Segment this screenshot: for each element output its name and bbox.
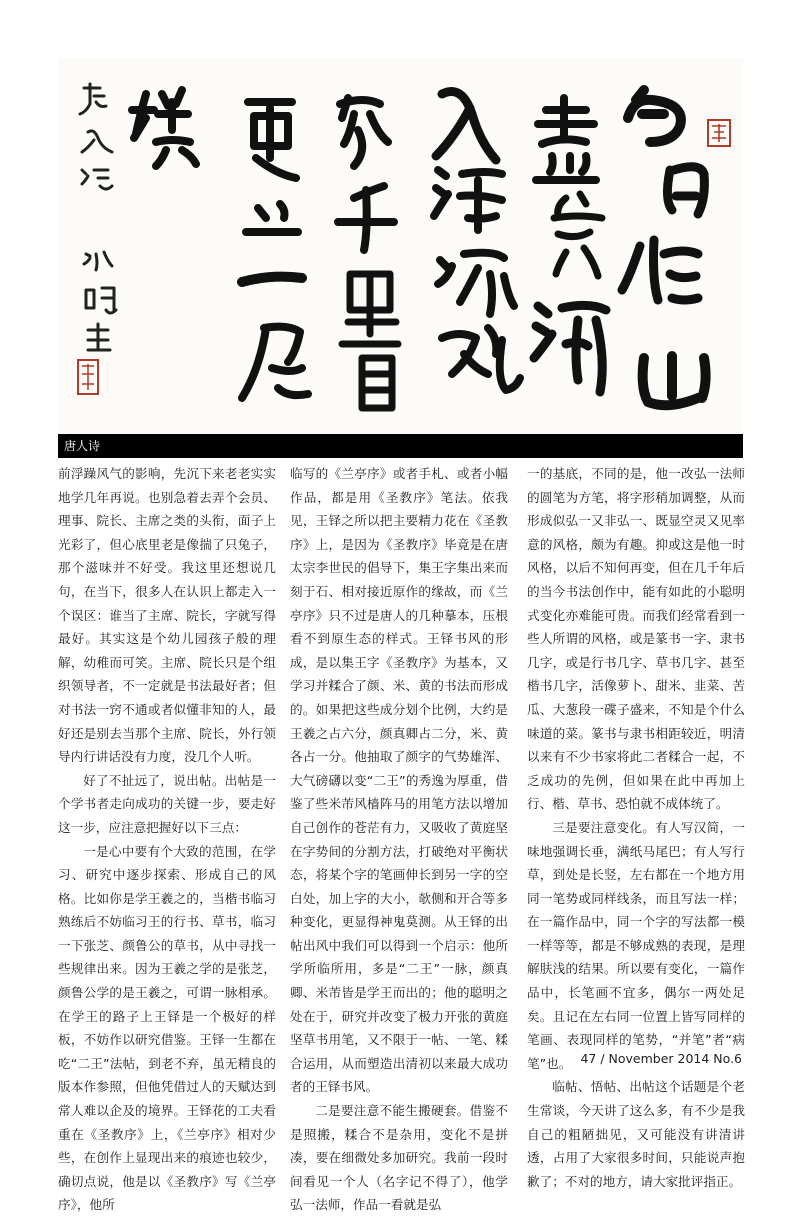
seal-stamp-bottom (78, 360, 98, 394)
artwork-caption: 唐人诗 (64, 438, 100, 454)
calligraphy-column-5 (242, 102, 308, 398)
text-column-3 (527, 462, 745, 1193)
seal-stamp-top (708, 120, 730, 146)
calligraphy-column-4 (338, 98, 398, 408)
paragraph: 三是要注意变化。有人写汉简，一味地强调长垂，满纸马尾巴；有人写行草，到处是长竖，左右都在一个地方用同一笔势或同样线条，而且写法一样；在一篇作品中，同一个字的写法都一模一样等等，都是不够成熟的表现，是理解肤浅的结果。所以要有变化，一篇作品中，长笔画不宜多，偶尔一两处足矣。且记在左右同一位置上皆写同样的笔画、表现同样的笔势，“并笔”者“病笔”也。 (527, 816, 745, 1076)
calligraphy-column-2 (534, 98, 606, 392)
calligraphy-artwork (58, 58, 743, 434)
artwork-caption-bar (58, 434, 743, 458)
inscription-signature (80, 84, 116, 350)
paragraph: 前浮躁风气的影响，先沉下来老老实实地学几年再说。也别急着去弄个会员、理事、院长、主席之类的头衔，面子上光彩了，但心底里老是像揣了只兔子，那个滋味并不好受。我这里还想说几句，在当下，很多人在认识上都走入一个误区：谁当了主席、院长，字就写得最好。其实这是个幼儿园孩子般的理解，幼稚而可笑。主席、院长只是个组织领导者，不一定就是书法最好者；但对书法一窍不通或者似懂非知的人，最好还是别去当那个主席、院长，外行领导内行讲话没有力度，没几个人听。 (58, 462, 276, 769)
paragraph: 一是心中要有个大致的范围，在学习、研究中逐步探索、形成自己的风格。比如你是学王羲之的，当楷书临习熟练后不妨临习王的行书、草书，临习一下张芝、颜鲁公的草书，从中寻找一些规律出来。因为王羲之学的是张芝，颜鲁公学的是王羲之，可谓一脉相承。在学王的路子上王铎是一个极好的样板，不妨作以研究借鉴。王铎一生都在吃“二王”法帖，到老不弃，虽无精良的版本作参照，但他凭借过人的天赋达到常人难以企及的境界。王铎花的工夫看重在《圣教序》上，《兰亭序》相对少些，在创作上显现出来的痕迹也较少，确切点说，他是以《圣教序》写《兰亭序》，他所 (58, 840, 276, 1217)
calligraphy-column-6 (132, 90, 196, 166)
calligraphy-column-3 (434, 92, 520, 391)
calligraphy-column-1 (622, 90, 706, 405)
page-footer: 47 / November 2014 No.6 (580, 1051, 742, 1067)
paragraph: 好了不扯远了，说出帖。出帖是一个学书者走向成功的关键一步，要走好这一步，应注意把握好以下三点： (58, 769, 276, 840)
paragraph: 临写的《兰亭序》或者手札、或者小幅作品，都是用《圣教序》笔法。依我见，王铎之所以把主要精力花在《圣教序》上，是因为《圣教序》毕竟是在唐太宗李世民的倡导下，集王字集出来而刻于石、相对接近原作的缘故，而《兰亭序》只不过是唐人的几种摹本，压根看不到原生态的样式。王铎书风的形成，是以集王字《圣教序》为基本，又学习并糅合了颜、米、黄的书法而形成的。如果把这些成分划个比例，大约是王羲之占六分，颜真卿占二分，米、黄各占一分。他抽取了颜字的气势雄浑、大气磅礴以变“二王”的秀逸为厚重，借鉴了些米芾风樯阵马的用笔方法以增加自己创作的苍茫有力，又吸收了黄庭坚在字势间的分割方法，打破绝对平衡状态，将某个字的笔画伸长到另一字的空白处，加上字的大小，欹侧和开合等多种变化，更显得神鬼莫测。从王铎的出帖出风中我们可以得到一个启示：他所学所临所用，多是“二王”一脉，颜真卿、米芾皆是学王而出的；他的聪明之处在于，研究并改变了极力开张的黄庭坚草书用笔，又不限于一帖、一笔、糅合运用，从而塑造出清初以来最大成功者的王铎书风。 (290, 462, 508, 1099)
calligraphy-drawing (58, 58, 743, 434)
paragraph: 临帖、悟帖、出帖这个话题是个老生常谈，今天讲了这么多，有不少是我自己的粗陋拙见，又可能没有讲清讲透，占用了大家很多时间，只能说声抱歉了；不对的地方，请大家批评指正。 (527, 1075, 745, 1193)
text-column-1 (58, 462, 276, 1217)
paragraph: 二是要注意不能生搬硬套。借鉴不是照搬，糅合不是杂用，变化不是拼凑，要在细微处多加研究。我前一段时间看见一个人（名字记不得了），他学弘一法师，作品一看就是弘 (290, 1099, 508, 1217)
text-column-2 (290, 462, 508, 1217)
paragraph: 一的基底，不同的是，他一改弘一法师的圆笔为方笔，将字形稍加调整，从而形成似弘一又非弘一、既显空灵又见率意的风格，颇为有趣。抑或这是他一时风格，以后不知何再变，但在几千年后的当今书法创作中，能有如此的小聪明式变化亦难能可贵。而我们经常看到一些人所谓的风格，或是篆书一字、隶书几字，或是行书几字、草书几字、甚至楷书几字，活像萝卜、甜米、韭菜、苦瓜、大葱段一碟子盛来，不知是个什么味道的菜。篆书与隶书相距较近，明清以来有不少书家将此二者糅合一起，不乏成功的先例，但如果在此中再加上行、楷、草书、恐怕就不成体统了。 (527, 462, 745, 816)
